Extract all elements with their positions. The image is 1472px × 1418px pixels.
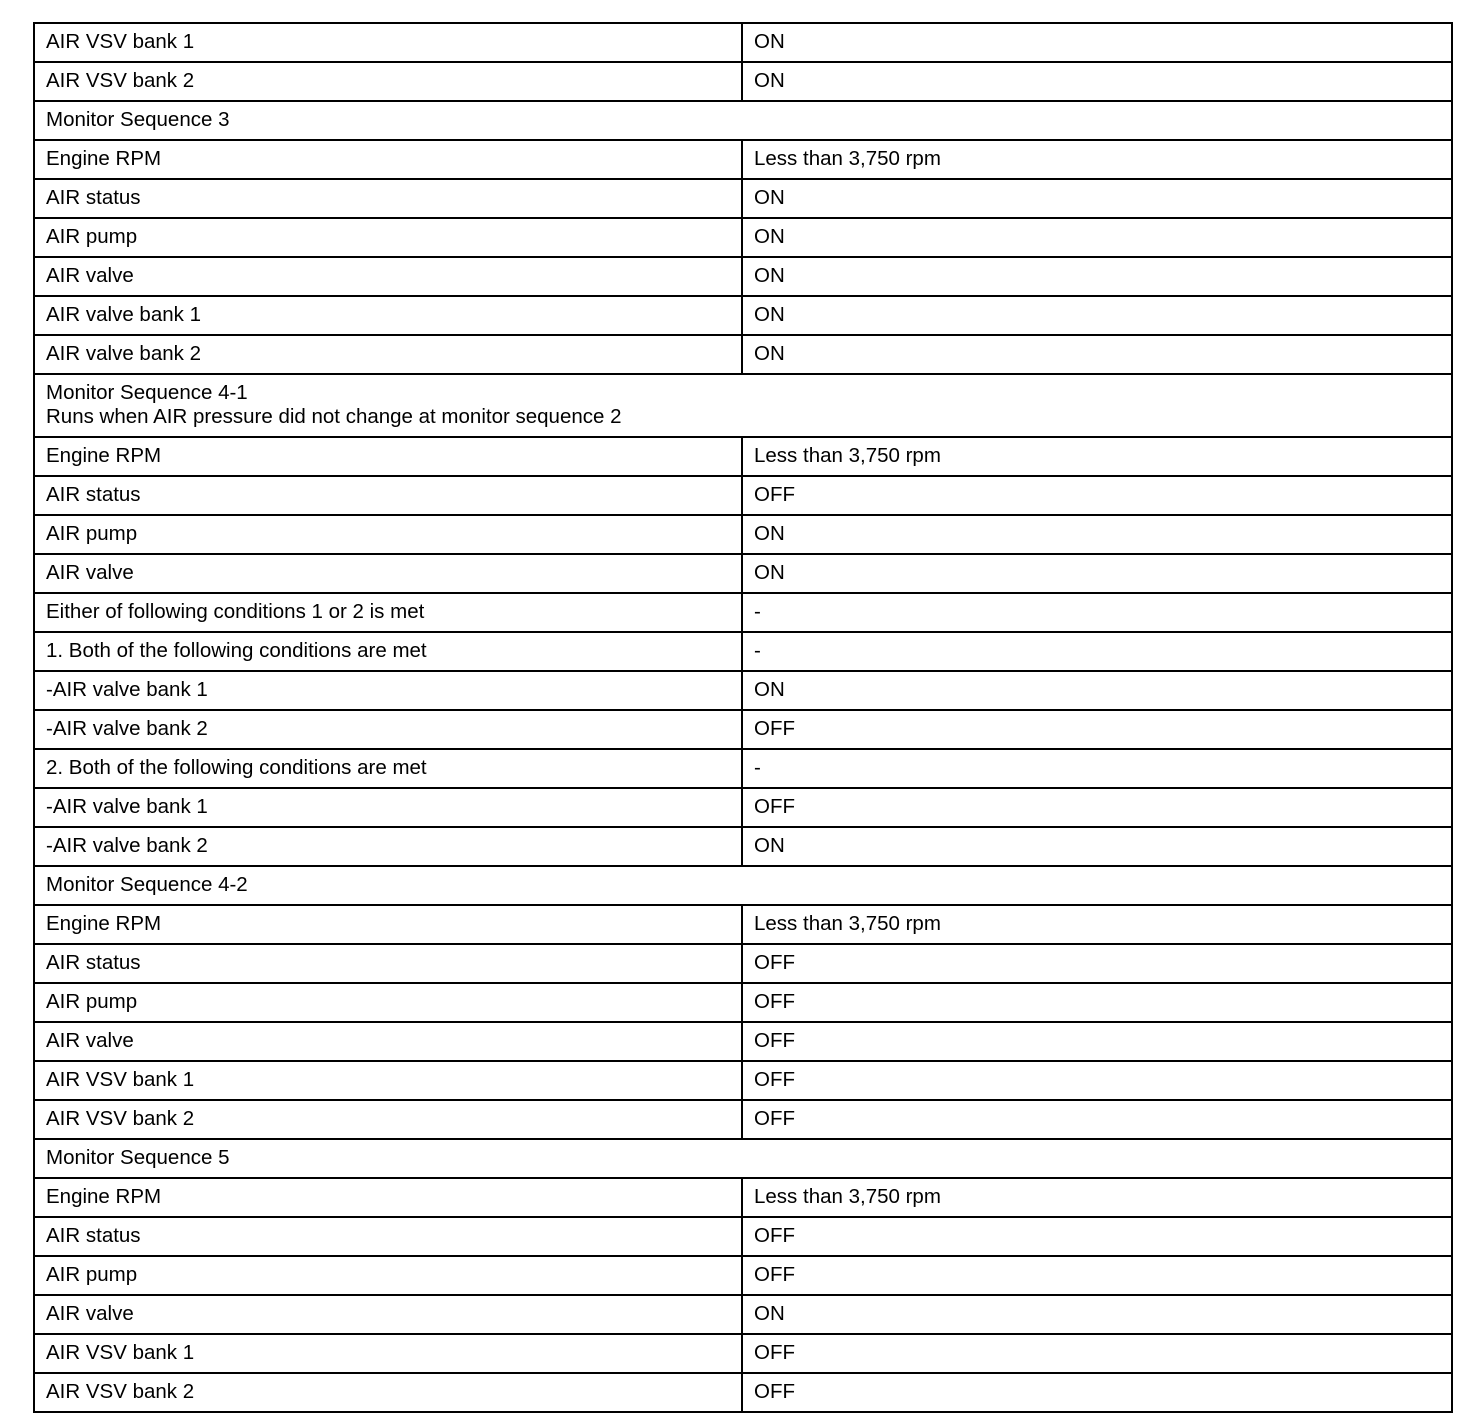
table-row [34, 632, 1452, 671]
table-row [34, 515, 1452, 554]
table-row [34, 476, 1452, 515]
table-row [34, 593, 1452, 632]
section-heading: Monitor Sequence 4-2 [46, 873, 248, 896]
parameter-cell: AIR valve bank 1 [34, 296, 742, 335]
section-header-row [34, 101, 1452, 140]
value-cell: OFF [742, 1256, 1452, 1295]
value-cell: - [742, 749, 1452, 788]
parameter-cell: AIR status [34, 1217, 742, 1256]
value-cell: ON [742, 257, 1452, 296]
value-cell: Less than 3,750 rpm [742, 1178, 1452, 1217]
section-header-row [34, 1139, 1452, 1178]
table-row [34, 1295, 1452, 1334]
section-heading: Monitor Sequence 5 [46, 1146, 230, 1169]
value-cell: ON [742, 515, 1452, 554]
parameter-cell: -AIR valve bank 2 [34, 827, 742, 866]
table-row [34, 710, 1452, 749]
value-cell: ON [742, 554, 1452, 593]
value-cell: ON [742, 179, 1452, 218]
value-cell: OFF [742, 1373, 1452, 1412]
table-row [34, 671, 1452, 710]
value-cell: ON [742, 218, 1452, 257]
table-row [34, 296, 1452, 335]
section-title [34, 866, 1452, 905]
parameter-cell: Engine RPM [34, 1178, 742, 1217]
value-cell: OFF [742, 788, 1452, 827]
table-row [34, 1256, 1452, 1295]
table-row [34, 179, 1452, 218]
parameter-cell: AIR valve [34, 1022, 742, 1061]
value-cell: - [742, 593, 1452, 632]
parameter-cell: AIR status [34, 476, 742, 515]
table-row [34, 944, 1452, 983]
value-cell: ON [742, 1295, 1452, 1334]
value-cell: ON [742, 296, 1452, 335]
parameter-cell: AIR valve [34, 257, 742, 296]
parameter-cell: AIR status [34, 179, 742, 218]
table-row [34, 1061, 1452, 1100]
value-cell: OFF [742, 476, 1452, 515]
value-cell: OFF [742, 1334, 1452, 1373]
parameter-cell: 1. Both of the following conditions are met [34, 632, 742, 671]
parameter-cell: AIR VSV bank 1 [34, 1061, 742, 1100]
table-row [34, 23, 1452, 62]
value-cell: OFF [742, 1022, 1452, 1061]
parameter-cell: AIR pump [34, 515, 742, 554]
value-cell: Less than 3,750 rpm [742, 437, 1452, 476]
parameter-cell: AIR valve bank 2 [34, 335, 742, 374]
table-body [34, 23, 1452, 1412]
value-cell: ON [742, 671, 1452, 710]
parameter-cell: AIR VSV bank 2 [34, 1373, 742, 1412]
section-heading: Monitor Sequence 3 [46, 108, 230, 131]
table-row [34, 218, 1452, 257]
section-note: Runs when AIR pressure did not change at monitor sequence 2 [46, 405, 622, 428]
parameter-cell: AIR valve [34, 554, 742, 593]
table-row [34, 827, 1452, 866]
value-cell: OFF [742, 1061, 1452, 1100]
monitor-sequence-table [33, 22, 1453, 1413]
value-cell: OFF [742, 983, 1452, 1022]
value-cell: Less than 3,750 rpm [742, 905, 1452, 944]
value-cell: - [742, 632, 1452, 671]
table-row [34, 1178, 1452, 1217]
table-row [34, 905, 1452, 944]
value-cell: ON [742, 827, 1452, 866]
section-heading: Monitor Sequence 4-1 [46, 381, 248, 404]
parameter-cell: AIR VSV bank 1 [34, 23, 742, 62]
table-row [34, 554, 1452, 593]
parameter-cell: -AIR valve bank 2 [34, 710, 742, 749]
section-header-row [34, 866, 1452, 905]
parameter-cell: AIR pump [34, 983, 742, 1022]
table-row [34, 62, 1452, 101]
section-title [34, 374, 1452, 437]
section-title [34, 101, 1452, 140]
parameter-cell: Engine RPM [34, 905, 742, 944]
parameter-cell: AIR VSV bank 2 [34, 1100, 742, 1139]
parameter-cell: -AIR valve bank 1 [34, 671, 742, 710]
table-row [34, 788, 1452, 827]
table-row [34, 983, 1452, 1022]
parameter-cell: AIR valve [34, 1295, 742, 1334]
table-row [34, 437, 1452, 476]
parameter-cell: AIR VSV bank 1 [34, 1334, 742, 1373]
table-row [34, 749, 1452, 788]
table-row [34, 140, 1452, 179]
parameter-cell: AIR VSV bank 2 [34, 62, 742, 101]
value-cell: ON [742, 23, 1452, 62]
value-cell: ON [742, 335, 1452, 374]
parameter-cell: AIR status [34, 944, 742, 983]
parameter-cell: 2. Both of the following conditions are met [34, 749, 742, 788]
section-title [34, 1139, 1452, 1178]
value-cell: OFF [742, 944, 1452, 983]
value-cell: OFF [742, 710, 1452, 749]
value-cell: Less than 3,750 rpm [742, 140, 1452, 179]
parameter-cell: Engine RPM [34, 437, 742, 476]
parameter-cell: AIR pump [34, 1256, 742, 1295]
parameter-cell: Either of following conditions 1 or 2 is met [34, 593, 742, 632]
parameter-cell: AIR pump [34, 218, 742, 257]
table-row [34, 1373, 1452, 1412]
table-row [34, 257, 1452, 296]
table-row [34, 1217, 1452, 1256]
value-cell: OFF [742, 1100, 1452, 1139]
table-row [34, 1334, 1452, 1373]
section-header-row [34, 374, 1452, 437]
parameter-cell: Engine RPM [34, 140, 742, 179]
value-cell: OFF [742, 1217, 1452, 1256]
parameter-cell: -AIR valve bank 1 [34, 788, 742, 827]
table-row [34, 1022, 1452, 1061]
value-cell: ON [742, 62, 1452, 101]
table-row [34, 1100, 1452, 1139]
table-row [34, 335, 1452, 374]
